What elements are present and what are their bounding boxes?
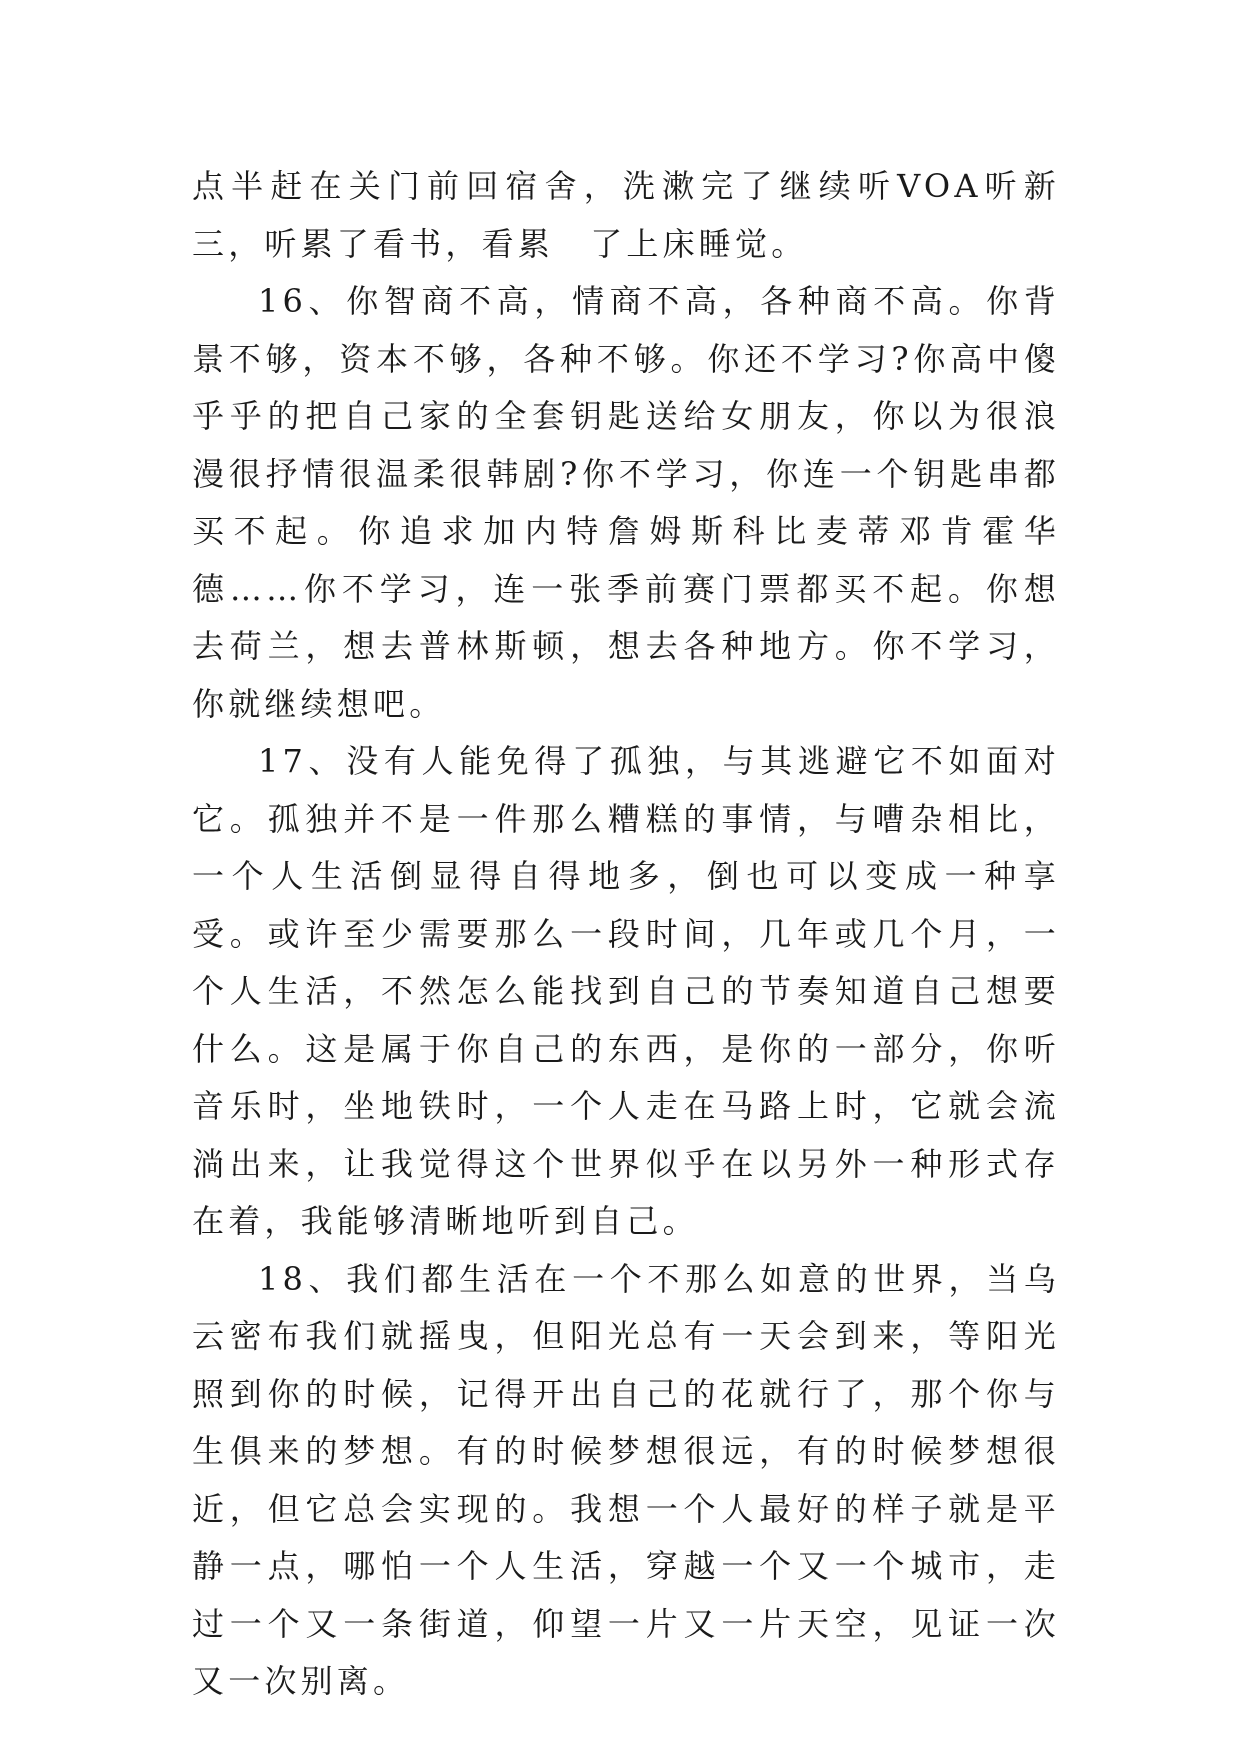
paragraph-15-continuation: 点半赶在关门前回宿舍，洗漱完了继续听VOA听新三，听累了看书，看累 了上床睡觉。 <box>192 167 1060 263</box>
paragraph-18: 18、我们都生活在一个不那么如意的世界，当乌云密布我们就摇曳，但阳光总有一天会到来，等阳光照到你的时候，记得开出自己的花就行了，那个你与生俱来的梦想。有的时候梦想很远，有的时候梦想很近，但它总会实现的。我想一个人最好的样子就是平静一点，哪怕一个人生活，穿越一个又一个城市，走过一个又一条街道，仰望一片又一片天空，见证一次又一次别离。 <box>192 1259 1060 1700</box>
paragraph-17: 17、没有人能免得了孤独，与其逃避它不如面对它。孤独并不是一件那么糟糕的事情，与嘈杂相比，一个人生活倒显得自得地多，倒也可以变成一种享受。或许至少需要那么一段时间，几年或几个月，一个人生活，不然怎么能找到自己的节奏知道自己想要什么。这是属于你自己的东西，是你的一部分，你听音乐时，坐地铁时，一个人走在马路上时，它就会流淌出来，让我觉得这个世界似乎在以另外一种形式存在着，我能够清晰地听到自己。 <box>192 742 1060 1240</box>
paragraph-16: 16、你智商不高，情商不高，各种商不高。你背景不够，资本不够，各种不够。你还不学习?你高中傻乎乎的把自己家的全套钥匙送给女朋友，你以为很浪漫很抒情很温柔很韩剧?你不学习，你连一个钥匙串都买不起。你追求加内特詹姆斯科比麦蒂邓肯霍华德……你不学习，连一张季前赛门票都买不起。你想去荷兰，想去普林斯顿，想去各种地方。你不学习，你就继续想吧。 <box>192 282 1060 723</box>
document-body <box>192 158 1060 1711</box>
